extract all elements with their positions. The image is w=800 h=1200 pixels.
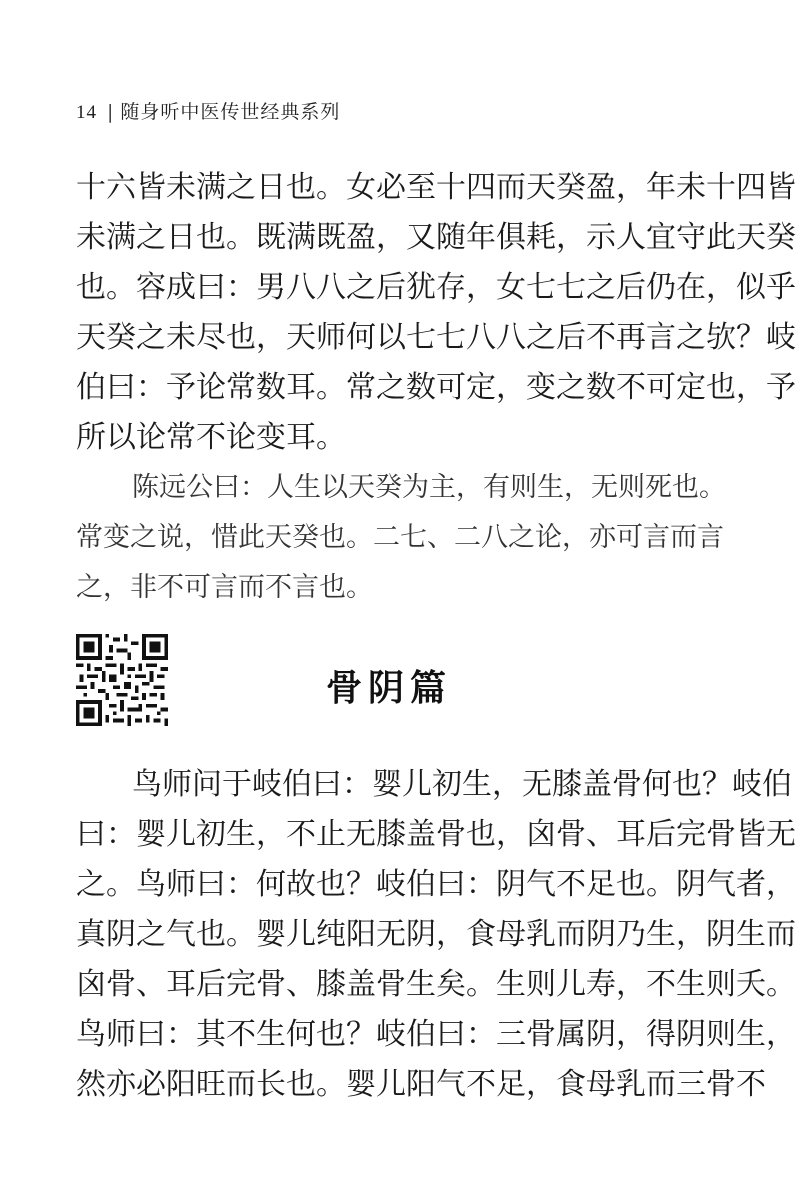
qr-code-icon[interactable]	[76, 631, 168, 729]
text-line: 十六皆未满之日也。女必至十四而天癸盈，年未十四皆	[76, 170, 796, 205]
text-line: 伯曰：予论常数耳。常之数可定，变之数不可定也，予	[76, 370, 796, 405]
paragraph-continued	[76, 163, 796, 463]
paragraph-main	[76, 760, 796, 1110]
text-line: 天癸之未尽也，天师何以七七八八之后不再言之欤？岐	[76, 320, 796, 355]
text-line: 囟骨、耳后完骨、膝盖骨生矣。生则儿寿，不生则夭。	[76, 967, 796, 1002]
section-title: 骨阴篇	[326, 667, 453, 709]
header-separator: |	[107, 101, 115, 123]
text-line: 也。容成曰：男八八之后犹存，女七七之后仍在，似乎	[76, 270, 796, 305]
series-title: 随身听中医传世经典系列	[120, 101, 341, 123]
text-line: 所以论常不论变耳。	[76, 420, 346, 455]
text-line: 陈远公曰：人生以天癸为主，有则生，无则死也。	[132, 472, 726, 503]
text-line: 鸟师曰：其不生何也？岐伯曰：三骨属阴，得阴则生，	[76, 1017, 796, 1052]
page-number: 14	[76, 102, 97, 123]
text-line: 未满之日也。既满既盈，又随年俱耗，示人宜守此天癸	[76, 220, 796, 255]
text-line: 真阴之气也。婴儿纯阳无阴，食母乳而阴乃生，阴生而	[76, 917, 796, 952]
text-line: 鸟师问于岐伯曰：婴儿初生，无膝盖骨何也？岐伯	[132, 767, 792, 802]
text-line: 常变之说，惜此天癸也。二七、二八之论，亦可言而言	[76, 522, 724, 553]
text-line: 之。鸟师曰：何故也？岐伯曰：阴气不足也。阴气者，	[76, 867, 796, 902]
text-line: 然亦必阳旺而长也。婴儿阳气不足，食母乳而三骨不	[76, 1067, 766, 1102]
running-header	[76, 97, 340, 124]
text-line: 曰：婴儿初生，不止无膝盖骨也，囟骨、耳后完骨皆无	[76, 817, 796, 852]
text-line: 之，非不可言而不言也。	[76, 572, 373, 603]
commentary-paragraph	[76, 463, 726, 613]
